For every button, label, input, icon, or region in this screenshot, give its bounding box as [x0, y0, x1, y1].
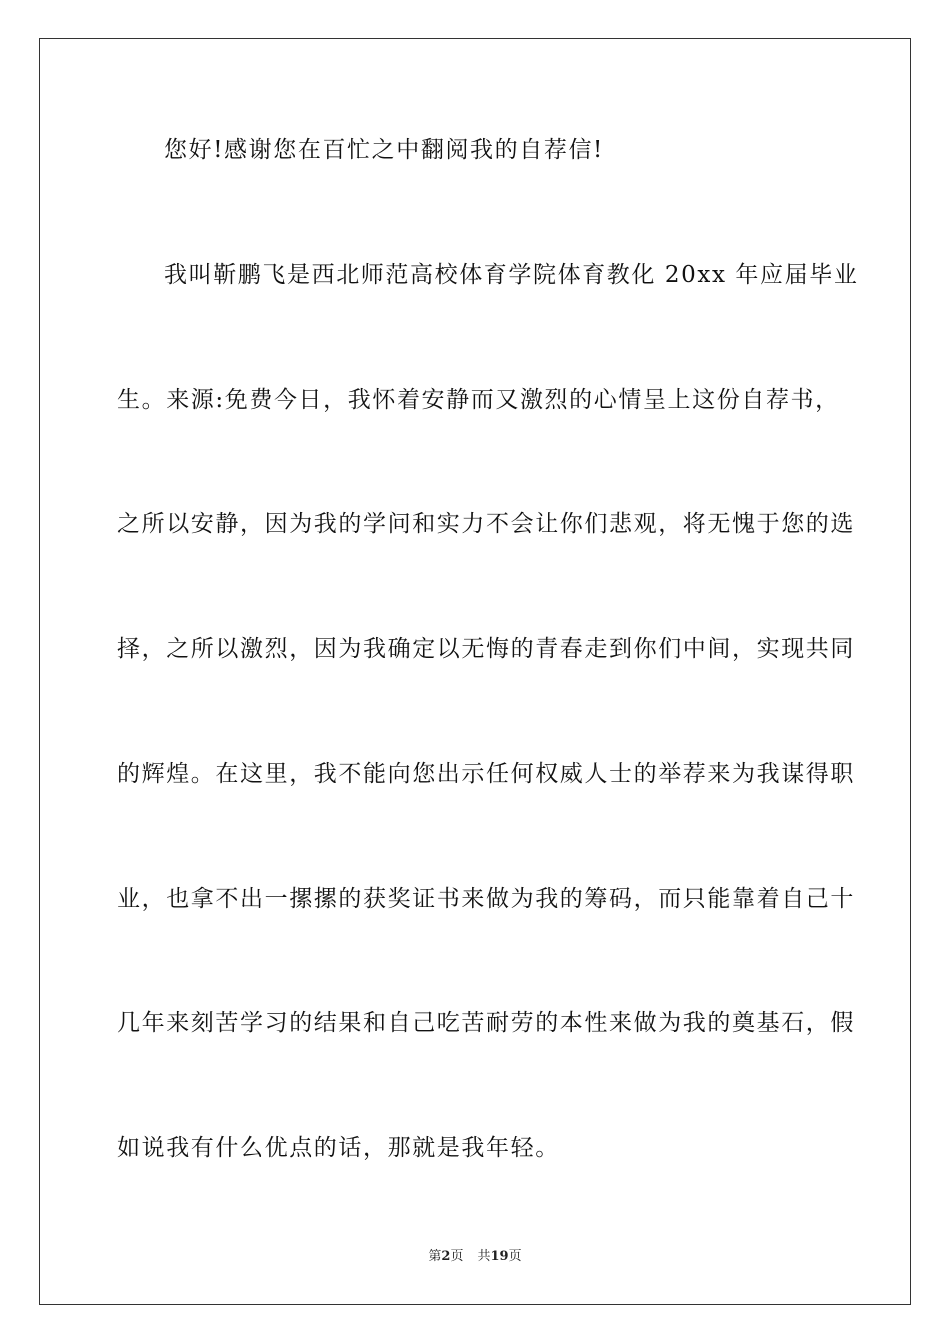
body-line-5: 的辉煌。在这里，我不能向您出示任何权威人士的举荐来为我谋得职: [117, 761, 855, 787]
body-line-1: 我叫靳鹏飞是西北师范高校体育学院体育教化 20xx 年应届毕业: [164, 262, 859, 288]
total-suffix: 页: [508, 1249, 522, 1264]
body-line-7: 几年来刻苦学习的结果和自己吃苦耐劳的本性来做为我的奠基石，假: [117, 1010, 855, 1036]
page-frame: [39, 38, 911, 1305]
body-line-3: 之所以安静，因为我的学问和实力不会让你们悲观，将无愧于您的选: [117, 511, 855, 537]
greeting-line: 您好!感谢您在百忙之中翻阅我的自荐信!: [164, 137, 604, 163]
body-line-6: 业，也拿不出一摞摞的获奖证书来做为我的筹码，而只能靠着自己十: [117, 886, 855, 912]
body-line-8: 如说我有什么优点的话，那就是我年轻。: [117, 1135, 560, 1161]
page-total: 19: [490, 1249, 509, 1264]
page-suffix: 页: [450, 1249, 464, 1264]
page-current: 2: [441, 1249, 451, 1264]
body-line-4: 择，之所以激烈，因为我确定以无悔的青春走到你们中间，实现共同: [117, 636, 855, 662]
body-line-2: 生。来源:免费今日，我怀着安静而又激烈的心情呈上这份自荐书，: [117, 387, 840, 413]
page-prefix: 第: [428, 1249, 442, 1264]
total-prefix: 共: [477, 1249, 491, 1264]
page-footer: [0, 1248, 950, 1266]
